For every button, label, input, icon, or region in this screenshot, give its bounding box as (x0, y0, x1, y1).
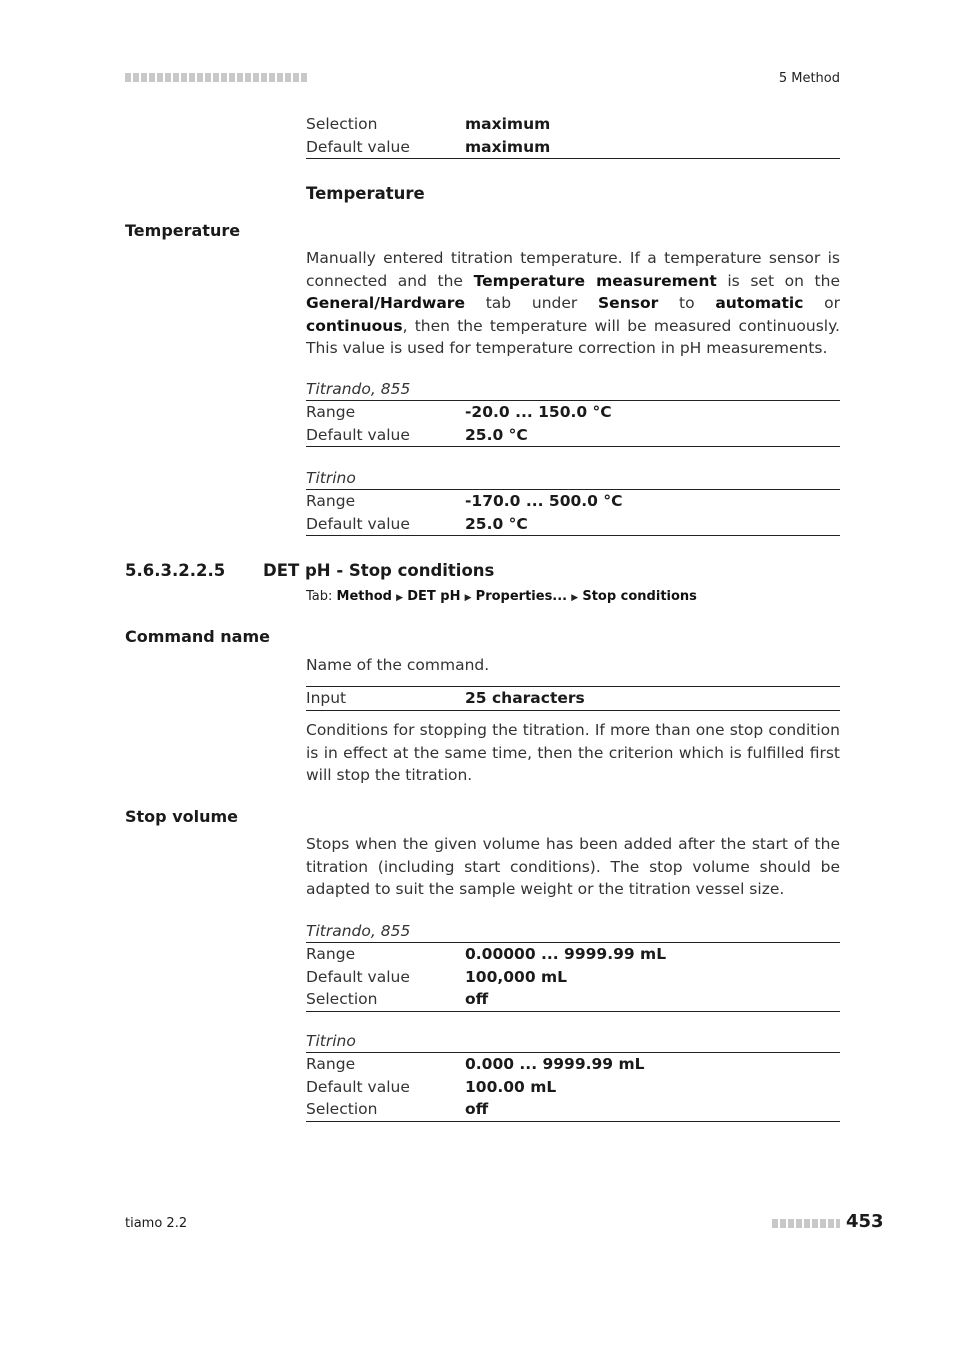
footer-decoration (772, 1219, 840, 1228)
table-caption: Titrino (306, 467, 840, 490)
side-label-command-name: Command name (125, 627, 270, 646)
param-value: 25.0 °C (465, 425, 528, 444)
arrow-icon: ▶ (396, 593, 404, 603)
group-title-temperature: Temperature (306, 184, 425, 203)
table-row (306, 943, 840, 966)
side-label-temperature: Temperature (125, 221, 241, 240)
param-value: off (465, 1100, 489, 1118)
bold-term: automatic (715, 294, 804, 313)
param-key: Default value (306, 425, 410, 444)
table-caption: Titrino (306, 1030, 840, 1053)
table-row (306, 966, 840, 989)
stop-volume-titrino-table (306, 1030, 840, 1122)
header-decoration (125, 73, 307, 82)
table-row (306, 424, 840, 448)
table-row (306, 513, 840, 537)
param-key: Selection (306, 990, 378, 1008)
param-key: Selection (306, 1100, 378, 1118)
stop-volume-description: Stops when the given volume has been added after the start of the titration (including start conditions). The stop volume should be adapted to suit the sample weight or the titration vessel size. (306, 835, 840, 899)
param-value: 0.000 ... 9999.99 mL (465, 1055, 645, 1073)
page-number: 453 (846, 1211, 884, 1232)
bold-term: General/Hardware (306, 294, 465, 313)
temperature-titrando-table (306, 378, 840, 447)
arrow-icon: ▶ (464, 593, 472, 603)
path-item: Stop conditions (582, 589, 697, 604)
arrow-icon: ▶ (571, 593, 579, 603)
path-item: Method (336, 589, 392, 604)
param-value: off (465, 990, 489, 1008)
param-value: maximum (465, 115, 551, 133)
param-key: Range (306, 492, 356, 510)
param-key: Default value (306, 514, 410, 533)
top-parameter-table (306, 113, 840, 159)
param-key: Selection (306, 115, 378, 133)
stop-volume-titrando-table (306, 920, 840, 1012)
table-row (306, 1053, 840, 1076)
param-key: Range (306, 403, 356, 421)
table-row (306, 401, 840, 424)
stop-conditions-description: Conditions for stopping the titration. If more than one stop condition is in effect at the same time, then the criterion which is fulfilled first will stop the titration. (306, 721, 840, 785)
param-key: Default value (306, 137, 410, 156)
path-item: DET pH (407, 589, 461, 604)
table-row (306, 136, 840, 160)
param-value: 100.00 mL (465, 1077, 557, 1096)
table-caption: Titrando, 855 (306, 920, 840, 943)
param-key: Default value (306, 1077, 410, 1096)
param-value: 0.00000 ... 9999.99 mL (465, 945, 667, 963)
table-row (306, 988, 840, 1012)
param-value: 25 characters (465, 689, 585, 707)
side-label-stop-volume: Stop volume (125, 807, 239, 826)
temperature-titrino-table (306, 467, 840, 536)
param-key: Range (306, 1055, 356, 1073)
table-row (306, 1098, 840, 1122)
bold-term: continuous (306, 316, 403, 335)
command-name-description: Name of the command. (306, 656, 490, 674)
temperature-description: Manually entered titration temperature. If a temperature sensor is connected and the Temperature measurement is set on the General/Hardware tab under Sensor to automatic or continuous, then the temperature will be measured continuously. This value is used for temperature correction in pH measurements. (306, 249, 840, 358)
param-value: maximum (465, 137, 551, 156)
tab-path: Tab: Method ▶ DET pH ▶ Properties... ▶ Stop conditions (306, 589, 697, 604)
table-caption: Titrando, 855 (306, 378, 840, 401)
table-row (306, 490, 840, 513)
param-value: -170.0 ... 500.0 °C (465, 492, 623, 510)
path-item: Properties... (475, 589, 568, 604)
param-key: Default value (306, 967, 410, 986)
param-key: Input (306, 689, 347, 707)
table-row (306, 687, 840, 711)
param-value: -20.0 ... 150.0 °C (465, 403, 612, 421)
param-value: 25.0 °C (465, 514, 528, 533)
header-section-label: 5 Method (778, 71, 840, 86)
section-title: DET pH - Stop conditions (263, 561, 495, 580)
param-key: Range (306, 945, 356, 963)
table-row (306, 113, 840, 136)
command-name-table (306, 686, 840, 711)
bold-term: Temperature measurement (473, 271, 717, 290)
bold-term: Sensor (598, 294, 659, 313)
table-row (306, 1076, 840, 1099)
footer-product: tiamo 2.2 (125, 1216, 188, 1231)
param-value: 100,000 mL (465, 967, 568, 986)
section-number: 5.6.3.2.2.5 (125, 561, 226, 580)
